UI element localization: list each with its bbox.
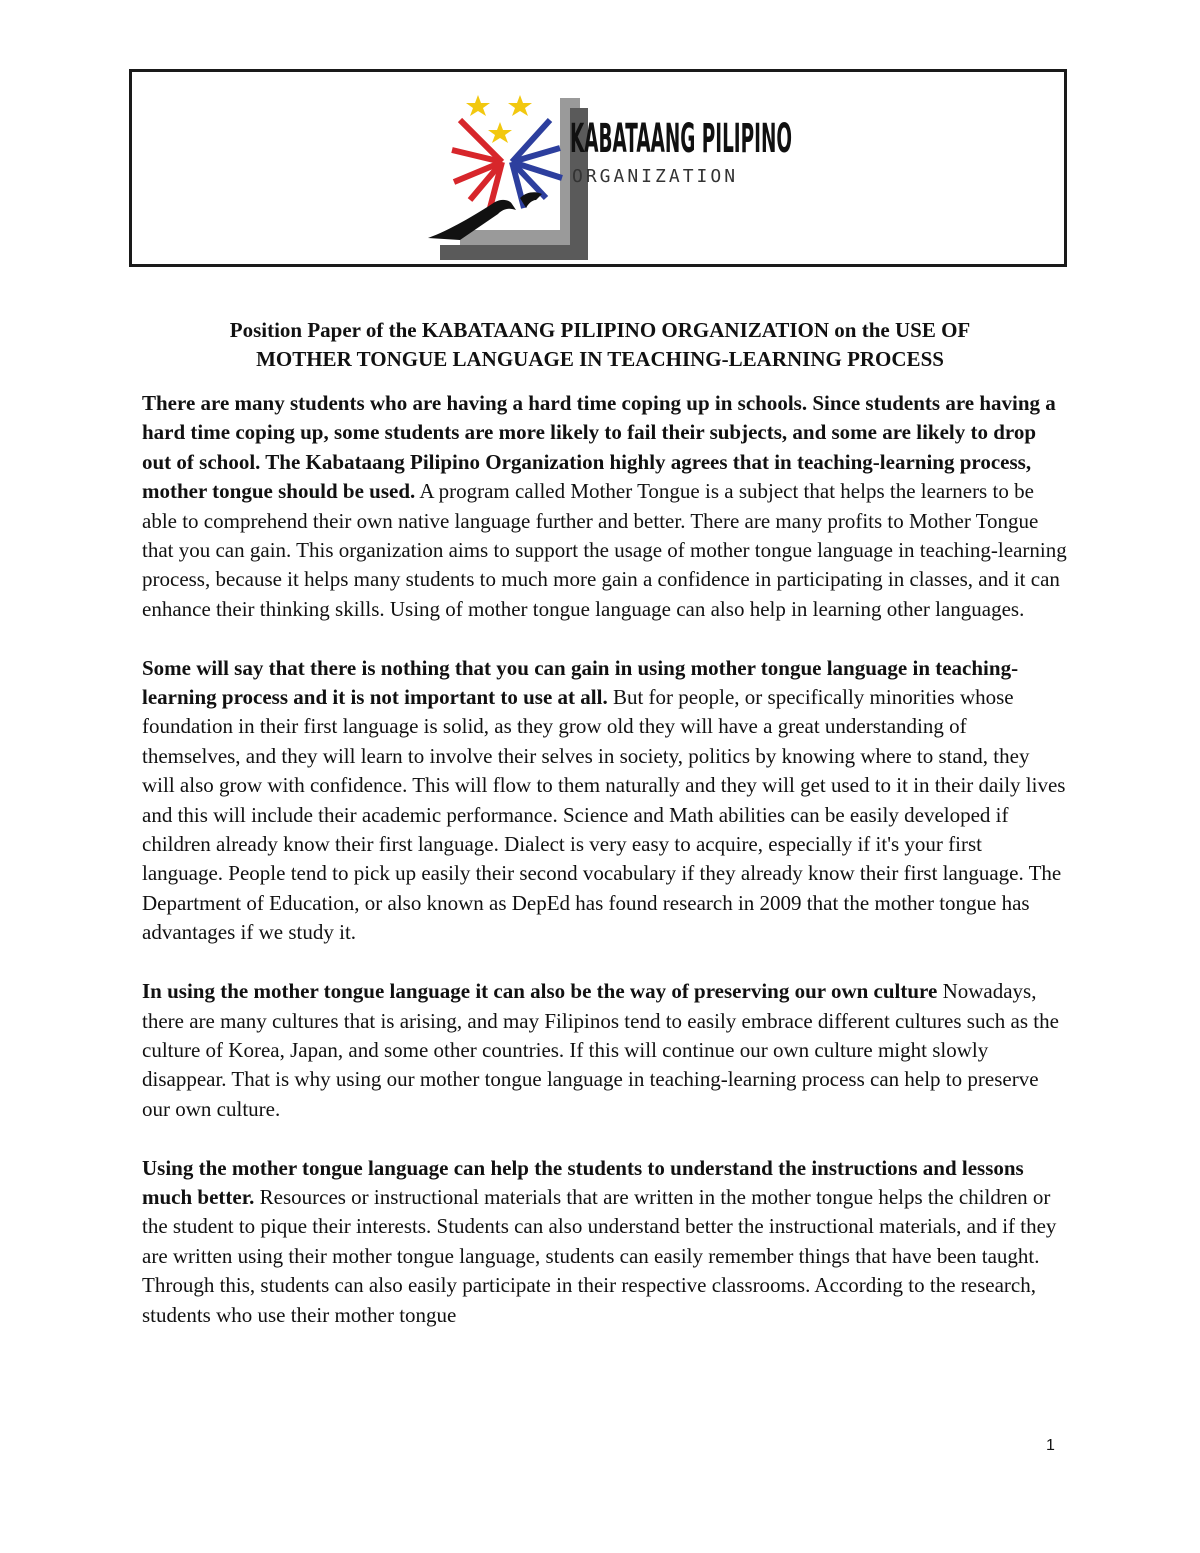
paragraph — [142, 654, 1067, 948]
document-body — [142, 389, 1067, 1359]
paragraph-lead: There are many students who are having a hard time coping up in schools. Since students are having a hard time coping up, some students are more likely to fail their subjects, and some are likely to drop out of school. The Kabataang Pilipino Organization highly agrees that in teaching-learning process, mother tongue should be used. — [142, 391, 1056, 504]
paragraph-lead: Some will say that there is nothing that you can gain in using mother tongue language in teaching-learning process and it is not important to use at all. — [142, 655, 1019, 710]
paragraph-text: Nowadays, there are many cultures that is arising, and may Filipinos tend to easily embrace different cultures such as the culture of Korea, Japan, and some other countries. If this will continue our own culture might slowly disappear. That is why using our mother tongue language in teaching-learning process can help to preserve our own culture. — [142, 979, 1059, 1121]
paragraph — [142, 1154, 1067, 1330]
page-number: 1 — [1046, 1437, 1055, 1454]
paragraph-text: Resources or instructional materials that are written in the mother tongue helps the children or the student to pique their interests. Students can also understand better the instructional materials, and if they are written using their mother tongue language, students can easily remember things that have been taught. Through this, students can also easily participate in their respective classrooms. According to the research, students who use their mother tongue — [142, 1184, 1057, 1327]
star-icon — [488, 122, 512, 143]
paragraph-lead: Using the mother tongue language can help the students to understand the instructions and lessons much better. — [142, 1155, 1024, 1209]
paragraph-text: A program called Mother Tongue is a subject that helps the learners to be able to comprehend their own native language further and better. There are many profits to Mother Tongue that you can gain. This organization aims to support the usage of mother tongue language in teaching-learning process, because it helps many students to much more gain a confidence in participating in classes, and it can enhance their thinking skills. Using of mother tongue language can also help in learning other languages. — [142, 479, 1067, 621]
star-icon — [508, 95, 532, 116]
paragraph-lead: In using the mother tongue language it can also be the way of preserving our own culture — [142, 979, 938, 1004]
logo-brand-name: KABATAANG PILIPINO — [570, 116, 792, 162]
title-line-2: MOTHER TONGUE LANGUAGE IN TEACHING-LEARNING PROCESS — [256, 347, 944, 371]
logo-brand-subtitle: ORGANIZATION — [572, 166, 739, 187]
logo-graphic — [420, 90, 800, 270]
paragraph — [142, 977, 1067, 1124]
document-title — [100, 316, 1100, 374]
organization-logo — [420, 90, 800, 270]
title-line-1: Position Paper of the KABATAANG PILIPINO ORGANIZATION on the USE OF — [229, 318, 971, 342]
paragraph-text: But for people, or specifically minorities whose foundation in their first language is solid, as they grow old they will have a great understanding of themselves, and they will learn to involve their selves in society, politics by knowing where to stand, they will also grow with confidence. This will flow to them naturally and they will get used to it in their daily lives and this will include their academic performance. Science and Math abilities can be easily developed if children already know their first language. Dialect is very easy to acquire, especially if it's your first language. People tend to pick up easily their second vocabulary if they already know their first language. The Department of Education, or also known as DepEd has found research in 2009 that the mother tongue has advantages if we study it. — [142, 685, 1066, 945]
star-icon — [466, 95, 490, 116]
paragraph — [142, 389, 1067, 624]
